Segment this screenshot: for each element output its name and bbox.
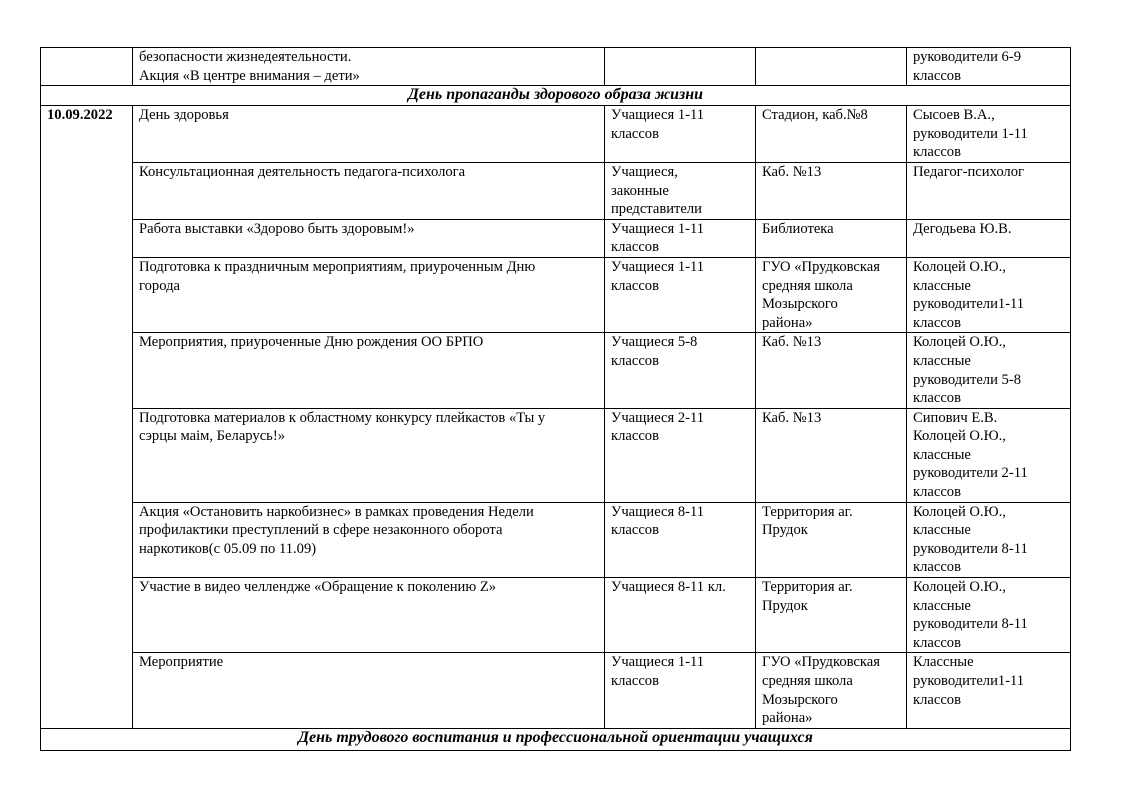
responsible-cell: руководители 6-9 классов — [907, 48, 1071, 86]
place-cell — [756, 48, 907, 86]
section-title: День трудового воспитания и профессиональной ориентации учащихся — [41, 729, 1071, 751]
responsible-cell: Колоцей О.Ю., классные руководители 5-8 классов — [907, 333, 1071, 408]
place-cell: Стадион, каб.№8 — [756, 106, 907, 163]
responsible-cell: Колоцей О.Ю., классные руководители 8-11 классов — [907, 502, 1071, 577]
event-cell: День здоровья — [133, 106, 605, 163]
participants-cell: Учащиеся 2-11 классов — [605, 408, 756, 502]
place-cell: Каб. №13 — [756, 333, 907, 408]
place-cell: Территория аг. Прудок — [756, 578, 907, 653]
place-cell: Библиотека — [756, 219, 907, 257]
responsible-cell: Колоцей О.Ю., классные руководители1-11 классов — [907, 257, 1071, 332]
event-cell: Акция «Остановить наркобизнес» в рамках проведения Недели профилактики преступлений в сфере незаконного оборота наркотиков(с 05.09 по 11.09) — [133, 502, 605, 577]
date-cell — [41, 48, 133, 86]
participants-cell: Учащиеся, законные представители — [605, 162, 756, 219]
participants-cell: Учащиеся 1-11 классов — [605, 257, 756, 332]
participants-cell: Учащиеся 8-11 классов — [605, 502, 756, 577]
date-cell: 10.09.2022 — [41, 106, 133, 729]
event-cell: Консультационная деятельность педагога-психолога — [133, 162, 605, 219]
table-row — [41, 48, 1071, 86]
responsible-cell: Педагог-психолог — [907, 162, 1071, 219]
place-cell: ГУО «Прудковская средняя школа Мозырского района» — [756, 653, 907, 729]
section-title: День пропаганды здорового образа жизни — [41, 86, 1071, 106]
place-cell: Каб. №13 — [756, 408, 907, 502]
section-header-row — [41, 86, 1071, 106]
place-cell: Каб. №13 — [756, 162, 907, 219]
table-row — [41, 106, 1071, 163]
responsible-cell: Сипович Е.В. Колоцей О.Ю., классные руководители 2-11 классов — [907, 408, 1071, 502]
table-row — [41, 408, 1071, 502]
participants-cell: Учащиеся 1-11 классов — [605, 653, 756, 729]
table-row — [41, 653, 1071, 729]
table-row — [41, 219, 1071, 257]
event-cell: Участие в видео челлендже «Обращение к поколению Z» — [133, 578, 605, 653]
participants-cell: Учащиеся 1-11 классов — [605, 219, 756, 257]
responsible-cell: Колоцей О.Ю., классные руководители 8-11 классов — [907, 578, 1071, 653]
participants-cell: Учащиеся 5-8 классов — [605, 333, 756, 408]
table-row — [41, 578, 1071, 653]
event-cell: безопасности жизнедеятельности. Акция «В центре внимания – дети» — [133, 48, 605, 86]
event-cell: Мероприятия, приуроченные Дню рождения ОО БРПО — [133, 333, 605, 408]
responsible-cell: Дегодьева Ю.В. — [907, 219, 1071, 257]
event-cell: Подготовка материалов к областному конкурсу плейкастов «Ты у сэрцы маім, Беларусь!» — [133, 408, 605, 502]
schedule-table — [40, 47, 1071, 751]
table-row — [41, 257, 1071, 332]
participants-cell — [605, 48, 756, 86]
participants-cell: Учащиеся 8-11 кл. — [605, 578, 756, 653]
responsible-cell: Сысоев В.А., руководители 1-11 классов — [907, 106, 1071, 163]
event-cell: Мероприятие — [133, 653, 605, 729]
participants-cell: Учащиеся 1-11 классов — [605, 106, 756, 163]
place-cell: Территория аг. Прудок — [756, 502, 907, 577]
table-row — [41, 502, 1071, 577]
section-header-row — [41, 729, 1071, 751]
table-row — [41, 333, 1071, 408]
responsible-cell: Классные руководители1-11 классов — [907, 653, 1071, 729]
place-cell: ГУО «Прудковская средняя школа Мозырского района» — [756, 257, 907, 332]
event-cell: Подготовка к праздничным мероприятиям, приуроченным Дню города — [133, 257, 605, 332]
event-cell: Работа выставки «Здорово быть здоровым!» — [133, 219, 605, 257]
table-row — [41, 162, 1071, 219]
